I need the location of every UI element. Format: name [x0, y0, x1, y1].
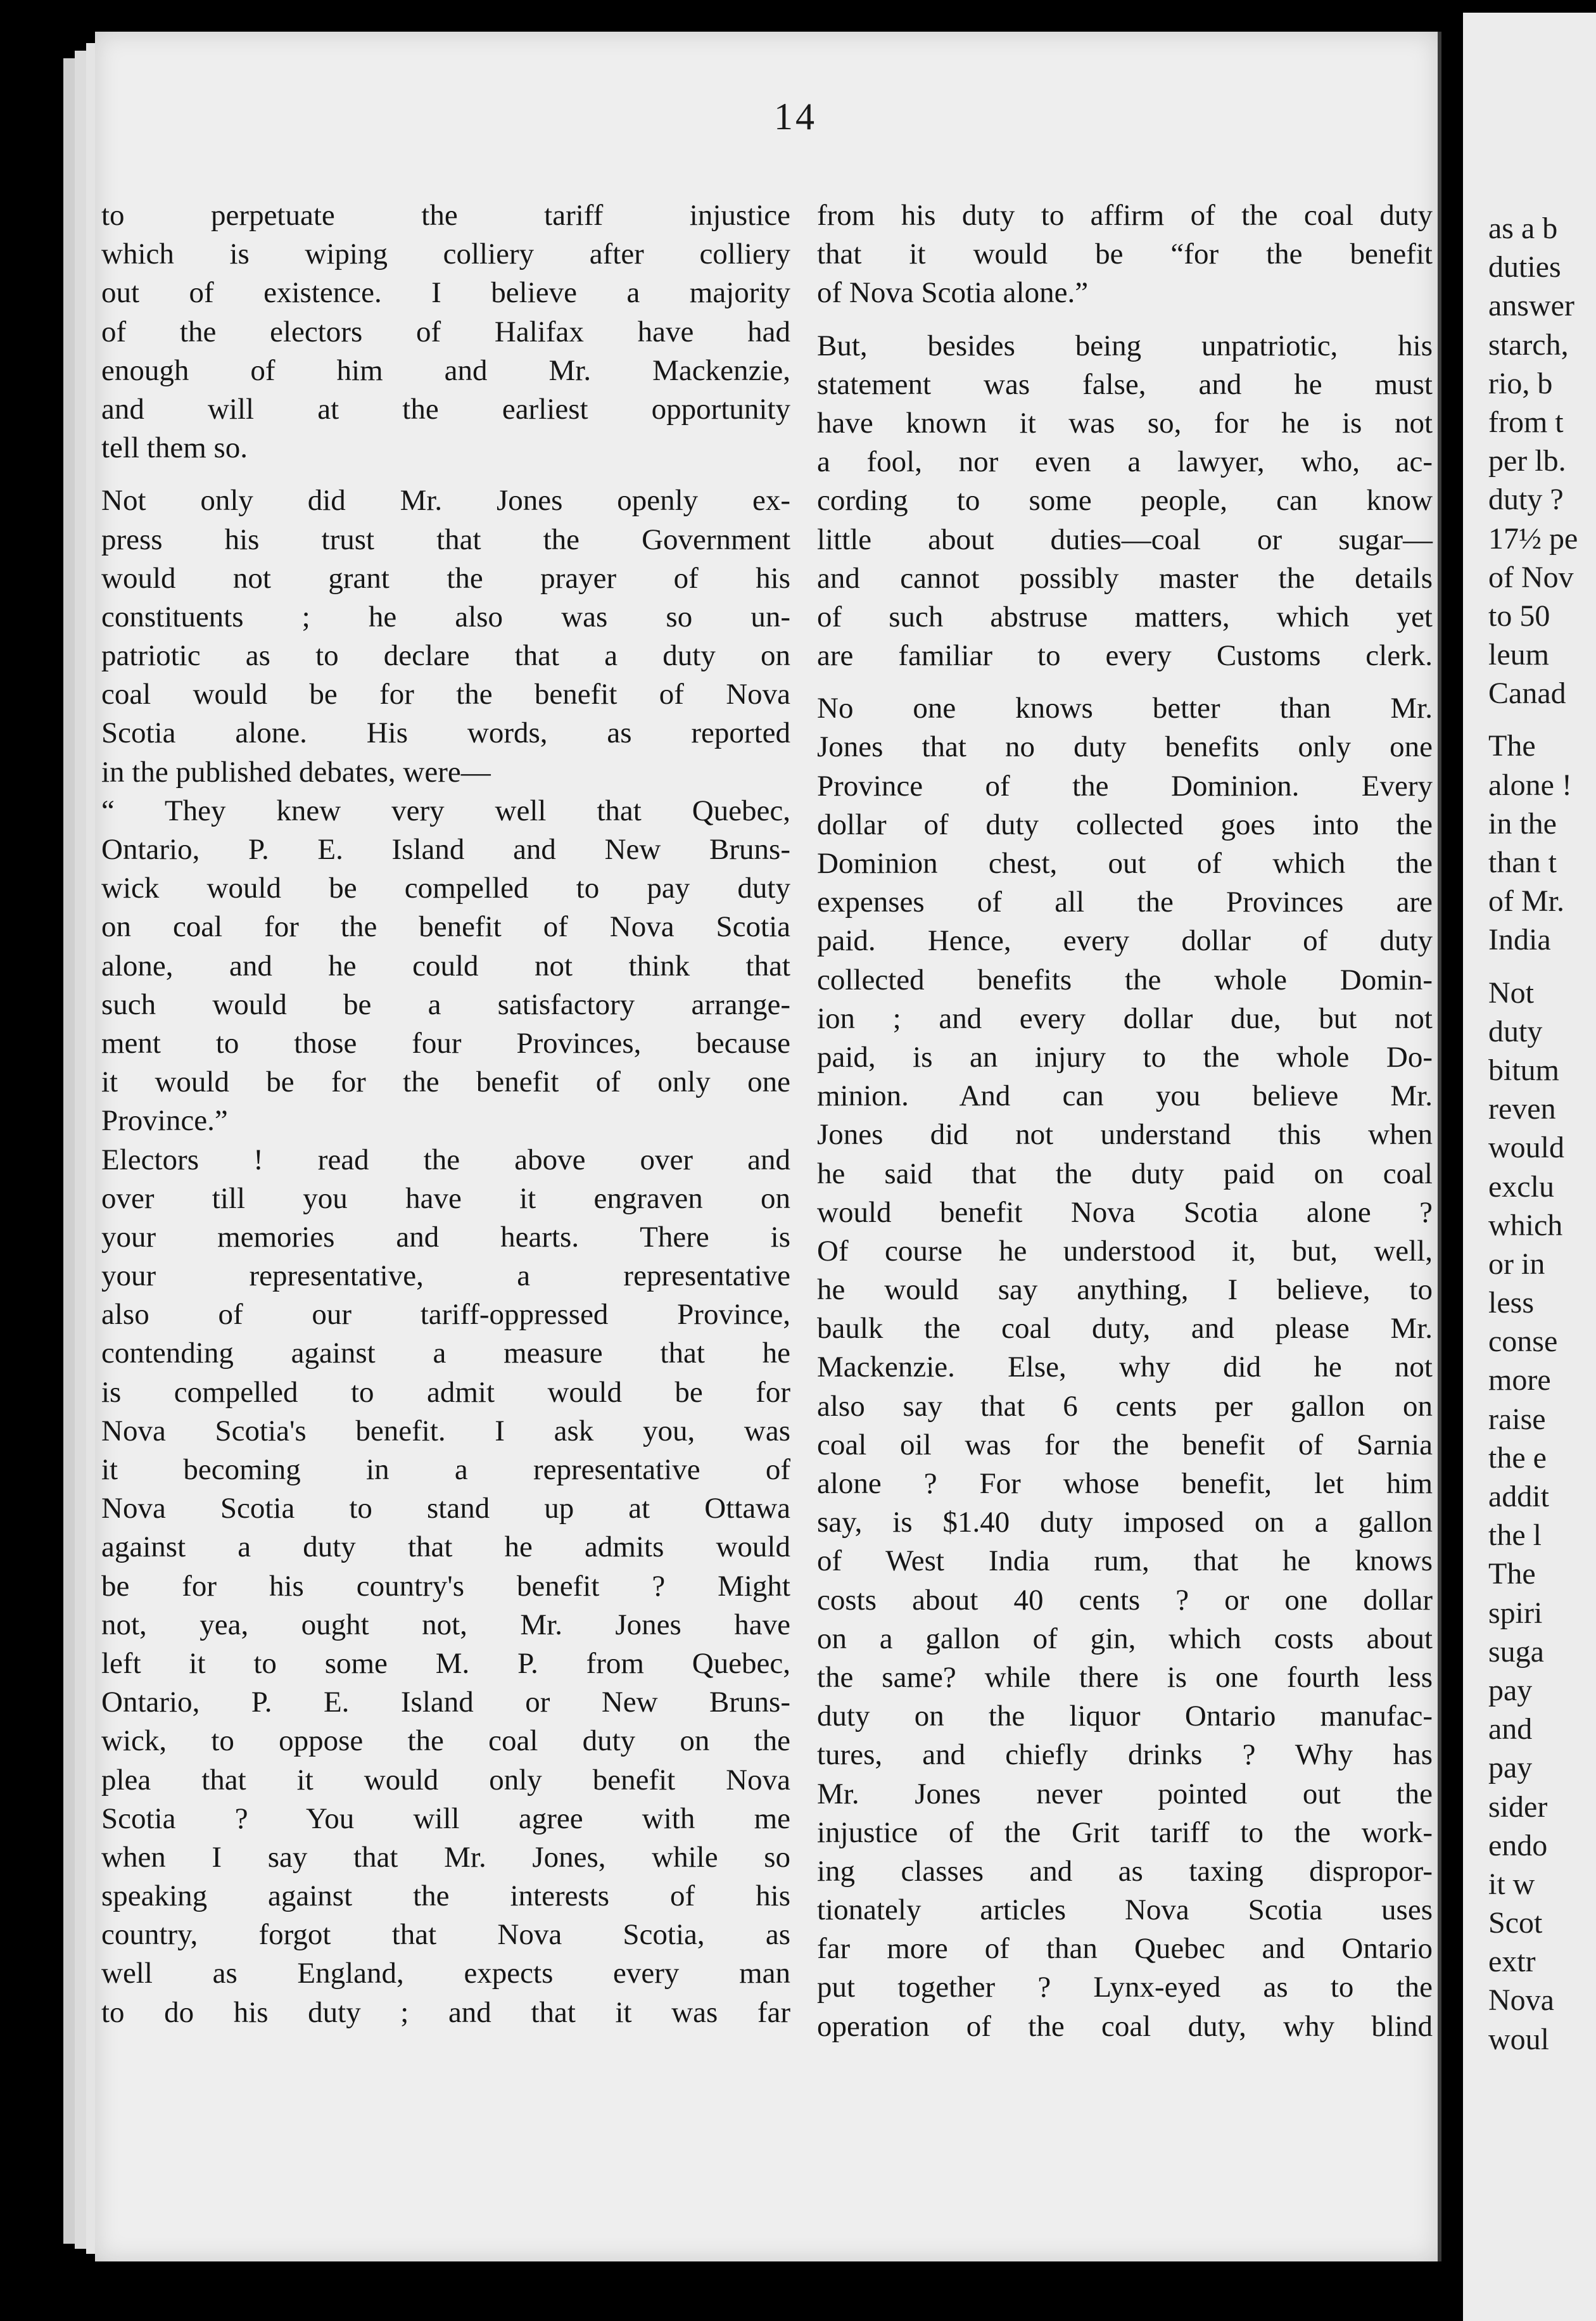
fragment-line: exclu — [1488, 1169, 1554, 1204]
fragment-line: less — [1488, 1286, 1534, 1320]
fragment-line: spiri — [1488, 1596, 1543, 1630]
fragment-line: from t — [1488, 405, 1564, 439]
text-line: collected benefits the whole Domin- — [817, 963, 1433, 996]
fragment-line: to 50 — [1488, 599, 1558, 633]
text-line: to do his duty ; and that it was far — [101, 1995, 790, 2029]
text-line: on a gallon of gin, which costs about — [817, 1622, 1433, 1655]
fragment-line — [1488, 960, 1596, 974]
text-line: patriotic as to declare that a duty on — [101, 639, 790, 673]
text-line: Ontario, P. E. Island and New Bruns- — [101, 833, 790, 866]
fragment-line: duty — [1488, 1014, 1543, 1048]
fragment-line: alone ! — [1488, 768, 1572, 802]
fragment-line: addit — [1488, 1480, 1549, 1513]
next-page-fragment — [1463, 13, 1596, 2321]
fragment-line: answer — [1488, 289, 1574, 323]
text-line: it becoming in a representative of — [101, 1453, 790, 1486]
text-line: Province of the Dominion. Every — [817, 769, 1433, 803]
text-line: alone, and he could not think that — [101, 949, 790, 982]
text-line: Jones did not understand this when — [817, 1118, 1433, 1152]
fragment-line: Scot — [1488, 1906, 1543, 1940]
text-line: statement was false, and he must — [817, 367, 1433, 401]
text-line: of West India rum, that he knows — [817, 1544, 1433, 1578]
fragment-line: which — [1488, 1208, 1563, 1242]
fragment-line: India — [1488, 923, 1551, 957]
fragment-line: in the — [1488, 806, 1557, 841]
text-line: from his duty to affirm of the coal duty — [817, 199, 1433, 232]
text-line: also of our tariff-oppressed Province, — [101, 1298, 790, 1332]
text-line: But, besides being unpatriotic, his — [817, 329, 1433, 362]
text-column-left — [101, 196, 790, 2032]
text-line: the same? while there is one fourth less — [817, 1660, 1433, 1694]
text-line: and cannot possibly master the details — [817, 561, 1433, 595]
text-line: paid. Hence, every dollar of duty — [817, 924, 1433, 958]
text-line: contending against a measure that he — [101, 1337, 790, 1370]
text-line: not, yea, ought not, Mr. Jones have — [101, 1608, 790, 1641]
text-line: cording to some people, can know — [817, 484, 1433, 518]
fragment-line: suga — [1488, 1634, 1544, 1669]
text-line: enough of him and Mr. Mackenzie, — [101, 353, 790, 387]
text-line: Jones that no duty benefits only one — [817, 730, 1433, 764]
text-line: coal would be for the benefit of Nova — [101, 678, 790, 711]
text-line: he said that the duty paid on coal — [817, 1157, 1433, 1190]
fragment-line: starch, — [1488, 327, 1569, 362]
text-line: to perpetuate the tariff injustice — [101, 199, 790, 232]
fragment-line: bitum — [1488, 1053, 1560, 1087]
fragment-line: 17½ pe — [1488, 521, 1578, 556]
fragment-line: extr — [1488, 1945, 1536, 1979]
fragment-line: leum — [1488, 638, 1549, 672]
fragment-line: sider — [1488, 1790, 1548, 1824]
text-line: duty on the liquor Ontario manufac- — [817, 1700, 1433, 1733]
text-line: tionately articles Nova Scotia uses — [817, 1893, 1433, 1927]
next-page-text — [1488, 209, 1596, 2059]
fragment-line: woul — [1488, 2022, 1549, 2056]
fragment-line: and — [1488, 1712, 1533, 1746]
fragment-line: reven — [1488, 1092, 1556, 1126]
text-line: Province.” — [101, 1104, 228, 1138]
text-line: put together ? Lynx-eyed as to the — [817, 1971, 1433, 2004]
text-line: well as England, expects every man — [101, 1957, 790, 1990]
text-line: paid, is an injury to the whole Do- — [817, 1040, 1433, 1074]
text-line: Of course he understood it, but, well, — [817, 1234, 1433, 1268]
text-line: your memories and hearts. There is — [101, 1220, 790, 1254]
fragment-line: would — [1488, 1131, 1564, 1165]
text-line: Ontario, P. E. Island or New Bruns- — [101, 1686, 790, 1719]
text-line: operation of the coal duty, why blind — [817, 2009, 1433, 2043]
text-line: on coal for the benefit of Nova Scotia — [101, 910, 790, 944]
text-line: over till you have it engraven on — [101, 1181, 790, 1215]
text-line: it would be for the benefit of only one — [101, 1065, 790, 1099]
fragment-line: The — [1488, 729, 1536, 763]
text-line: injustice of the Grit tariff to the work- — [817, 1815, 1433, 1849]
fragment-line: Canad — [1488, 677, 1566, 711]
text-line: also say that 6 cents per gallon on — [817, 1389, 1433, 1423]
text-line: against a duty that he admits would — [101, 1530, 790, 1564]
text-line: your representative, a representative — [101, 1259, 790, 1293]
fragment-line: it w — [1488, 1867, 1535, 1901]
text-line: Mr. Jones never pointed out the — [817, 1777, 1433, 1810]
fragment-line: the e — [1488, 1440, 1547, 1475]
fragment-line: endo — [1488, 1828, 1548, 1862]
text-line: is compelled to admit would be for — [101, 1375, 790, 1409]
text-line: he would say anything, I believe, to — [817, 1273, 1433, 1307]
text-line: “ They knew very well that Quebec, — [101, 794, 790, 827]
text-line: dollar of duty collected goes into the — [817, 808, 1433, 841]
text-line: have known it was so, for he is not — [817, 406, 1433, 440]
text-line: of such abstruse matters, which yet — [817, 600, 1433, 633]
text-line: out of existence. I believe a majority — [101, 276, 790, 310]
fragment-line: Nova — [1488, 1983, 1554, 2018]
text-line: costs about 40 cents ? or one dollar — [817, 1583, 1433, 1617]
paragraph-gap — [817, 675, 1433, 689]
fragment-line: duty ? — [1488, 483, 1564, 517]
text-line: alone ? For whose benefit, let him — [817, 1467, 1433, 1500]
text-column-middle — [817, 196, 1433, 2046]
text-line: and will at the earliest opportunity — [101, 392, 790, 426]
text-line: left it to some M. P. from Quebec, — [101, 1646, 790, 1680]
text-line: minion. And can you believe Mr. — [817, 1079, 1433, 1113]
text-line: such would be a satisfactory arrange- — [101, 988, 790, 1021]
text-line: tures, and chiefly drinks ? Why has — [817, 1738, 1433, 1772]
text-line: plea that it would only benefit Nova — [101, 1763, 790, 1796]
fragment-line: more — [1488, 1363, 1551, 1397]
fragment-line: per lb. — [1488, 444, 1566, 478]
paragraph-gap — [101, 467, 790, 481]
text-line: speaking against the interests of his — [101, 1879, 790, 1913]
text-line: Electors ! read the above over and — [101, 1143, 790, 1176]
text-line: Not only did Mr. Jones openly ex- — [101, 484, 790, 518]
fragment-line — [1488, 713, 1596, 727]
fragment-line: The — [1488, 1557, 1536, 1591]
text-line: ment to those four Provinces, because — [101, 1026, 790, 1060]
text-line: which is wiping colliery after colliery — [101, 238, 790, 271]
text-line: be for his country's benefit ? Might — [101, 1569, 790, 1603]
fragment-line: or in — [1488, 1247, 1545, 1281]
fragment-line: pay — [1488, 1751, 1533, 1785]
page-number: 14 — [774, 96, 817, 137]
text-line: Dominion chest, out of which the — [817, 847, 1433, 880]
fragment-line: of Nov — [1488, 560, 1574, 594]
fragment-line: pay — [1488, 1673, 1533, 1707]
text-line: Scotia ? You will agree with me — [101, 1802, 790, 1835]
text-line: wick would be compelled to pay duty — [101, 872, 790, 905]
text-line: ion ; and every dollar due, but not — [817, 1002, 1433, 1035]
fragment-line: conse — [1488, 1325, 1558, 1359]
fragment-line: duties — [1488, 250, 1561, 284]
fragment-line: raise — [1488, 1402, 1546, 1436]
paragraph-gap — [817, 313, 1433, 327]
text-line: country, forgot that Nova Scotia, as — [101, 1918, 790, 1952]
text-line: little about duties—coal or sugar— — [817, 523, 1433, 556]
fragment-line: of Mr. — [1488, 884, 1564, 919]
text-line: far more of than Quebec and Ontario — [817, 1932, 1433, 1966]
text-line: in the published debates, were— — [101, 755, 491, 789]
text-line: would benefit Nova Scotia alone ? — [817, 1195, 1433, 1229]
text-line: a fool, nor even a lawyer, who, ac- — [817, 445, 1433, 479]
fragment-line: rio, b — [1488, 366, 1553, 400]
text-line: that it would be “for the benefit — [817, 238, 1433, 271]
fragment-line: than t — [1488, 846, 1557, 879]
text-line: Nova Scotia's benefit. I ask you, was — [101, 1414, 790, 1447]
fragment-line: the l — [1488, 1518, 1542, 1553]
text-line: would not grant the prayer of his — [101, 561, 790, 595]
text-line: tell them so. — [101, 431, 248, 465]
text-line: coal oil was for the benefit of Sarnia — [817, 1428, 1433, 1461]
text-line: ing classes and as taxing dispropor- — [817, 1854, 1433, 1888]
text-line: expenses of all the Provinces are — [817, 886, 1433, 919]
text-line: Scotia alone. His words, as reported — [101, 716, 790, 750]
text-line: are familiar to every Customs clerk. — [817, 639, 1433, 673]
text-line: of Nova Scotia alone.” — [817, 276, 1089, 310]
text-line: of the electors of Halifax have had — [101, 315, 790, 348]
fragment-line: Not — [1488, 976, 1534, 1010]
fragment-line: as a b — [1488, 212, 1558, 245]
text-line: baulk the coal duty, and please Mr. — [817, 1312, 1433, 1345]
text-line: No one knows better than Mr. — [817, 692, 1433, 725]
text-line: wick, to oppose the coal duty on the — [101, 1724, 790, 1758]
text-line: constituents ; he also was so un- — [101, 600, 790, 633]
text-line: Nova Scotia to stand up at Ottawa — [101, 1492, 790, 1525]
text-line: Mackenzie. Else, why did he not — [817, 1351, 1433, 1384]
text-line: say, is $1.40 duty imposed on a gallon — [817, 1506, 1433, 1539]
text-line: press his trust that the Government — [101, 523, 790, 556]
text-line: when I say that Mr. Jones, while so — [101, 1840, 790, 1874]
